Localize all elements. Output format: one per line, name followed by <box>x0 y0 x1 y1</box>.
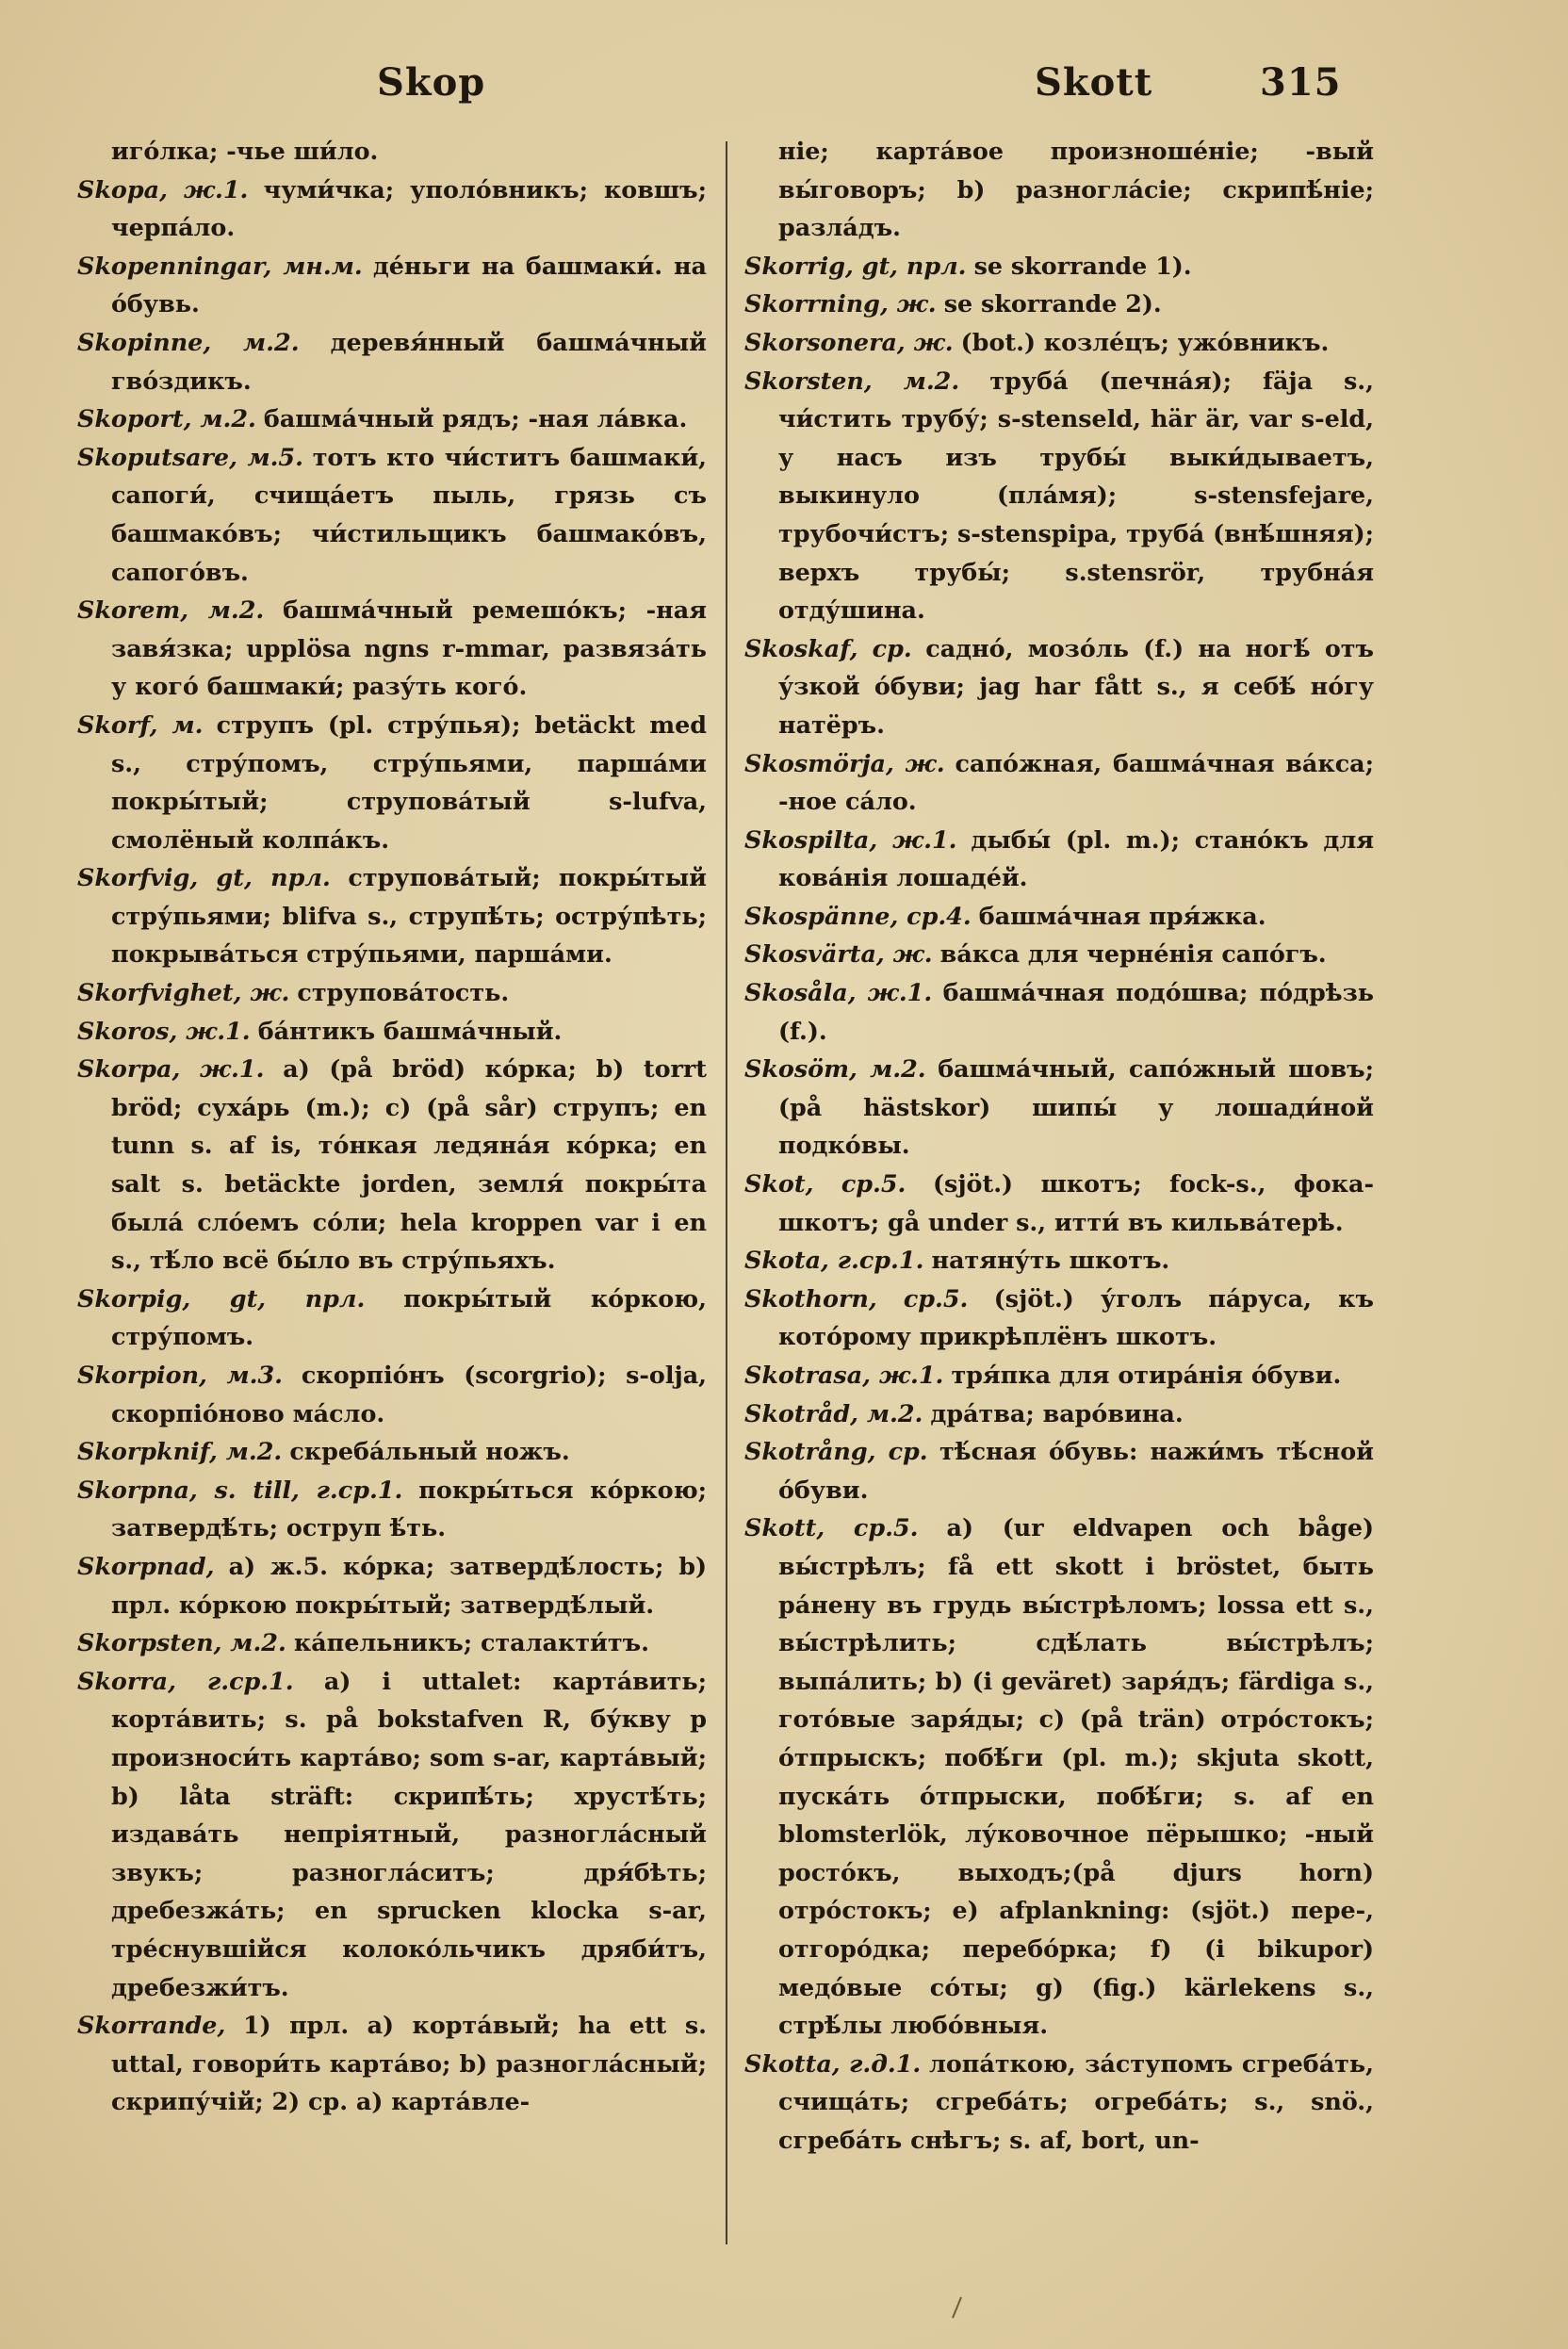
dictionary-entry <box>744 1050 1374 1165</box>
dictionary-entry <box>744 973 1374 1050</box>
entry-headword: Skosvärta, ж. <box>744 939 933 969</box>
entry-headword: Skotta, г.д.1. <box>744 2048 922 2078</box>
entry-definition: дра́тва; варо́вина. <box>930 1398 1184 1427</box>
entry-definition: струпъ (pl. стру́пья); betäckt med s., стру́помъ, стру́пьями, парша́ми покры́тый; струпова́тый s-lufva, смолёный колпа́къ. <box>111 710 707 854</box>
entry-headword: Skorsten, м.2. <box>744 366 960 395</box>
entry-definition: башма́чный, сапо́жный шовъ; (på hästskor) шипы́ у лошади́ной подко́вы. <box>778 1054 1375 1160</box>
dictionary-entry <box>744 285 1374 323</box>
entry-definition: струпова́тость. <box>297 978 510 1007</box>
entry-definition: тѣ́сная о́бувь: нажи́мъ тѣ́сной о́буви. <box>778 1437 1375 1504</box>
entry-definition: чуми́чка; уполо́вникъ; ковшъ; черпа́ло. <box>111 174 708 242</box>
entry-headword: Skoskaf, ср. <box>744 633 912 662</box>
entry-definition: иго́лка; -чье ши́ло. <box>111 137 379 165</box>
column-divider <box>726 141 727 2244</box>
entry-definition: тотъ кто чи́ститъ башмаки́, сапоги́, счища́етъ пыль, грязь съ башмако́въ; чи́стильщикъ башмако́въ, сапого́въ. <box>111 442 707 586</box>
dictionary-entry <box>77 1547 707 1623</box>
entry-definition: а) (på bröd) ко́рка; b) torrt bröd; суха́рь (m.); c) (på sår) струпъ; en tunn s. af is, то́нкая ледяна́я ко́рка; en salt s. betäckte jorden, земля́ покры́та была́ сло́емъ со́ли; hela kroppen var i en s., тѣ́ло всё бы́ло въ стру́пьяхъ. <box>111 1054 707 1275</box>
entry-definition: струпова́тый; покры́тый стру́пьями; blifva s., струпѣ́ть; остру́пѣть; покрыва́ться стру́пьями, парша́ми. <box>111 863 707 969</box>
dictionary-entry <box>77 132 707 171</box>
entry-headword: Skota, г.ср.1. <box>744 1246 924 1275</box>
entry-headword: Skorsonera, ж. <box>744 327 954 356</box>
entry-headword: Skospänne, ср.4. <box>744 901 972 930</box>
entry-definition: а) i uttalet: карта́вить; корта́вить; s. på bokstafven R, бу́кву р произноси́ть карта́во; som s-ar, карта́вый; b) låta sträft: скрипѣ́ть; хрустѣ́ть; издава́ть непріятный, разногла́сный звукъ; разногла́ситъ; дря́бѣть; дребезжа́ть; en sprucken klocka s-ar, трéснувшійся колоко́льчикъ дряби́тъ, дребезжи́тъ. <box>111 1666 707 2001</box>
running-head-left: Skop <box>377 60 486 105</box>
entry-headword: Skorpnad, <box>77 1551 215 1580</box>
dictionary-entry <box>77 1662 707 2006</box>
pencil-mark-icon <box>950 2295 963 2320</box>
entry-headword: Skospilta, ж.1. <box>744 824 957 854</box>
entry-definition: башма́чная пря́жка. <box>978 901 1266 930</box>
entry-definition: башма́чный рядъ; -ная ла́вка. <box>263 404 688 433</box>
dictionary-entry <box>744 1356 1374 1395</box>
running-head-right: Skott <box>1035 60 1153 105</box>
entry-definition: натяну́ть шкотъ. <box>931 1246 1170 1275</box>
entry-definition: труба́ (печна́я); fäja s., чи́стить трубу́; s-stenseld, här är, var s-eld, у насъ изъ трубы́ выки́дываетъ, выкинуло (пла́мя); s-stensfejare, трубочи́стъ; s-stenspipa, труба́ (внѣ́шняя); верхъ трубы́; s.stensrör, трубна́я отду́шина. <box>778 366 1374 625</box>
entry-headword: Skopa, ж.1. <box>77 174 249 204</box>
entry-headword: Skotrasa, ж.1. <box>744 1361 944 1389</box>
dictionary-entry <box>744 935 1374 973</box>
dictionary-entry <box>77 323 707 400</box>
dictionary-entry <box>744 2045 1374 2160</box>
entry-headword: Skorpknif, м.2. <box>77 1437 283 1466</box>
entry-headword: Skorf, м. <box>77 710 204 739</box>
entry-definition: сапо́жная, башма́чная ва́кса; -ное са́ло. <box>778 748 1374 816</box>
entry-headword: Skosmörja, ж. <box>744 748 945 777</box>
dictionary-entry <box>77 1050 707 1280</box>
entry-headword: Skotråd, м.2. <box>744 1398 923 1427</box>
entry-definition: ніе; карта́вое произноше́ніе; -вый вы́говоръ; b) разногла́сіе; скрипѣ́ніе; разла́дъ. <box>778 137 1374 242</box>
right-column <box>744 132 1374 2159</box>
dictionary-entry <box>77 858 707 973</box>
dictionary-entry <box>744 1509 1374 2044</box>
entry-definition: деревя́нный башма́чный гво́здикъ. <box>111 327 707 395</box>
entry-headword: Skot, ср.5. <box>744 1169 906 1199</box>
dictionary-entry <box>744 132 1374 247</box>
entry-headword: Skorpna, s. till, г.ср.1. <box>77 1475 403 1504</box>
entry-headword: Skorra, г.ср.1. <box>77 1666 294 1695</box>
dictionary-entry <box>77 1432 707 1471</box>
entry-headword: Skorrning, ж. <box>744 289 937 318</box>
dictionary-entry <box>744 362 1374 629</box>
entry-definition: покры́тый ко́ркою, стру́помъ. <box>111 1283 708 1351</box>
entry-definition: se skorrande 1). <box>973 251 1192 280</box>
entry-definition: (sjöt.) шкотъ; fock-s., фока-шкотъ; gå under s., итти́ въ кильва́терѣ. <box>778 1169 1374 1236</box>
dictionary-entry <box>77 1471 707 1547</box>
entry-definition: а) ж.5. ко́рка; затвердѣ́лость; b) прл. ко́ркою покры́тый; затвердѣ́лый. <box>111 1551 707 1619</box>
dictionary-entry <box>77 591 707 706</box>
entry-definition: лопа́ткою, за́ступомъ сгреба́ть, счища́ть; сгреба́ть; огреба́ть; s., snö., сгреба́ть снѣгъ; s. af, bort, un- <box>778 2048 1374 2154</box>
entry-definition: башма́чная подо́шва; по́дрѣзь (f.). <box>778 978 1375 1045</box>
entry-definition: а) (ur eldvapen och båge) вы́стрѣлъ; få ett skott i bröstet, быть ра́нену въ грудь вы́стрѣломъ; lossa ett s., вы́стрѣлить; сдѣ́лать вы́стрѣлъ; выпа́лить; b) (i geväret) заря́дъ; färdiga s., гото́вые заря́ды; c) (på trän) отро́стокъ; о́тпрыскъ; побѣ́ги (pl. m.); skjuta skott, пуска́ть о́тпрыски, побѣ́ги; s. af en blomsterlök, лу́ковочное пёрышко; -ный росто́къ, выходъ;(på djurs horn) отро́стокъ; e) afplankning: (sjöt.) пере-, отгоро́дка; перебо́рка; f) (i bikupor) медо́вые со́ты; g) (fig.) kärlekens s., стрѣ́лы любо́вныя. <box>778 1513 1374 2040</box>
entry-headword: Skoport, м.2. <box>77 404 256 433</box>
dictionary-entry <box>744 1241 1374 1280</box>
dictionary-entry <box>77 1280 707 1356</box>
entry-headword: Skothorn, ср.5. <box>744 1283 969 1313</box>
dictionary-entry <box>744 629 1374 744</box>
entry-definition: покры́ться ко́ркою; затвердѣ́ть; оструп ѣ́ть. <box>111 1475 707 1542</box>
dictionary-entry <box>77 2006 707 2121</box>
dictionary-entry <box>77 247 707 323</box>
dictionary-entry <box>744 1395 1374 1433</box>
entry-definition: тря́пка для отира́нія о́буви. <box>951 1361 1342 1389</box>
entry-definition: ка́пельникъ; сталакти́тъ. <box>293 1628 649 1657</box>
entry-definition: (bot.) козле́цъ; ужо́вникъ. <box>960 327 1330 356</box>
dictionary-entry <box>77 1356 707 1432</box>
entry-headword: Skopinne, м.2. <box>77 327 300 356</box>
left-column <box>77 132 707 2121</box>
entry-headword: Skopenningar, мн.м. <box>77 251 363 280</box>
entry-headword: Skorfvighet, ж. <box>77 978 290 1007</box>
dictionary-entry <box>77 400 707 438</box>
dictionary-entry <box>744 1432 1374 1509</box>
entry-headword: Skorrande, <box>77 2011 226 2040</box>
entry-definition: скреба́льный ножъ. <box>289 1437 570 1466</box>
entry-headword: Skorpsten, м.2. <box>77 1628 286 1657</box>
entry-headword: Skorpa, ж.1. <box>77 1054 265 1084</box>
dictionary-entry <box>744 1165 1374 1241</box>
dictionary-entry <box>744 323 1374 362</box>
entry-definition: де́ньги на башмаки́. на о́бувь. <box>111 251 707 318</box>
entry-definition: садно́, мозо́ль (f.) на ногѣ́ отъ у́зкой о́буви; jag har fått s., я себѣ́ но́гу натёръ. <box>778 633 1374 739</box>
entry-headword: Skorem, м.2. <box>77 595 265 625</box>
entry-headword: Skorpion, м.3. <box>77 1361 284 1389</box>
entry-definition: ба́нтикъ башма́чный. <box>257 1016 563 1045</box>
page-number: 315 <box>1260 60 1342 105</box>
entry-headword: Skorpig, gt, прл. <box>77 1283 366 1313</box>
dictionary-entry <box>77 706 707 858</box>
entry-definition: дыбы́ (pl. m.); стано́къ для кова́нія лошаде́й. <box>778 824 1375 892</box>
entry-headword: Skosåla, ж.1. <box>744 978 933 1007</box>
entry-headword: Skoros, ж.1. <box>77 1016 251 1045</box>
entry-headword: Skott, ср.5. <box>744 1513 919 1542</box>
entry-headword: Skotrång, ср. <box>744 1437 928 1466</box>
entry-headword: Skosöm, м.2. <box>744 1054 926 1084</box>
dictionary-entry <box>744 247 1374 285</box>
dictionary-entry <box>744 897 1374 936</box>
entry-definition: (sjöt.) у́голъ па́руса, къ кото́рому прикрѣплёнъ шкотъ. <box>778 1283 1374 1351</box>
entry-definition: se skorrande 2). <box>943 289 1162 318</box>
dictionary-entry <box>744 821 1374 897</box>
dictionary-entry <box>744 744 1374 821</box>
dictionary-entry <box>77 1623 707 1662</box>
dictionary-entry <box>77 973 707 1012</box>
entry-definition: ва́кса для черне́нія сапо́гъ. <box>939 939 1327 969</box>
dictionary-entry <box>77 438 707 591</box>
entry-definition: скорпіо́нъ (scorgrio); s-olja, скорпіо́ново ма́сло. <box>111 1361 707 1427</box>
entry-headword: Skorfvig, gt, прл. <box>77 863 331 892</box>
dictionary-entry <box>77 171 707 247</box>
entry-definition: 1) прл. а) корта́вый; ha ett s. uttal, говори́ть карта́во; b) разногла́сный; скрипу́чій; 2) ср. а) карта́вле- <box>111 2011 707 2116</box>
entry-headword: Skorrig, gt, прл. <box>744 251 967 280</box>
entry-headword: Skoputsare, м.5. <box>77 442 303 471</box>
entry-definition: башма́чный ремешо́къ; -ная завя́зка; upplösa ngns r-mmar, развяза́ть у кого́ башмаки́; разу́ть кого́. <box>111 595 707 701</box>
dictionary-entry <box>744 1280 1374 1356</box>
dictionary-entry <box>77 1012 707 1051</box>
